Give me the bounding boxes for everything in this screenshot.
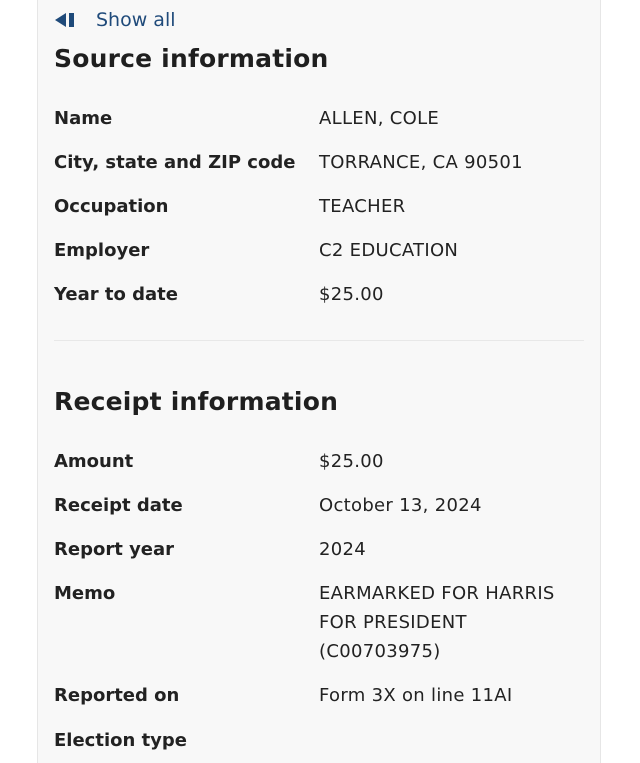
row-value: TEACHER — [319, 196, 406, 217]
row-label: Amount — [54, 451, 134, 472]
receipt-information-title: Receipt information — [54, 387, 339, 416]
row-value: EARMARKED FOR HARRIS FOR PRESIDENT (C00703975) — [319, 583, 555, 662]
row-value: Form 3X on line 11AI — [319, 685, 513, 706]
row-label: Reported on — [54, 685, 180, 706]
row-value: ALLEN, COLE — [319, 108, 440, 129]
show-all-label: Show all — [96, 9, 176, 31]
row-label: Occupation — [54, 196, 169, 217]
row-value: October 13, 2024 — [319, 495, 482, 516]
row-label: Receipt date — [54, 495, 183, 516]
row-value: $25.00 — [319, 284, 384, 305]
row-value: 2024 — [319, 539, 367, 560]
show-all-button[interactable] — [54, 9, 176, 31]
section-divider — [54, 340, 584, 341]
source-information-title: Source information — [54, 44, 329, 73]
row-label: Report year — [54, 539, 175, 560]
row-label: Name — [54, 108, 113, 129]
row-label: City, state and ZIP code — [54, 152, 296, 173]
row-label: Employer — [54, 240, 150, 261]
row-value: TORRANCE, CA 90501 — [319, 152, 523, 173]
row-value: C2 EDUCATION — [319, 240, 459, 261]
row-label: Memo — [54, 583, 116, 604]
row-label: Year to date — [54, 284, 178, 305]
row-value: $25.00 — [319, 451, 384, 472]
collapse-left-icon — [54, 12, 76, 28]
row-label: Election type — [54, 730, 187, 751]
